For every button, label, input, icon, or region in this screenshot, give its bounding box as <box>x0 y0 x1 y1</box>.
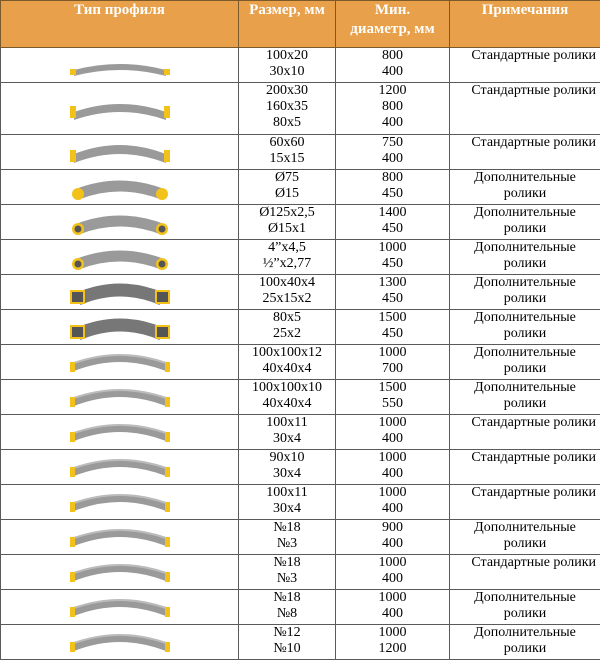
min-diameter-cell-line: 400 <box>382 431 403 446</box>
header-min-diameter <box>336 1 450 48</box>
profile-image-cell <box>1 83 239 135</box>
min-diameter-cell-line: 400 <box>382 571 403 586</box>
round-bar-profile-icon <box>1 174 238 200</box>
table-row <box>1 555 600 590</box>
min-diameter-cell <box>336 380 450 415</box>
note-cell-line: ролики <box>503 291 547 306</box>
min-diameter-cell-line: 800 <box>382 48 403 63</box>
size-cell-line: 100x40x4 <box>259 275 315 290</box>
min-diameter-cell-line: 400 <box>382 64 403 79</box>
min-diameter-cell-line: 450 <box>382 291 403 306</box>
table-row <box>1 520 600 555</box>
size-cell <box>239 450 336 485</box>
note-cell <box>450 135 600 170</box>
header-row <box>1 1 600 48</box>
note-cell-line: ролики <box>503 326 547 341</box>
size-cell-line: Ø15x1 <box>267 221 307 236</box>
size-cell-line: Ø15 <box>274 186 300 201</box>
size-cell-line: 30x4 <box>273 466 301 481</box>
note-cell-line: Стандартные ролики <box>471 450 596 465</box>
min-diameter-cell-line: 450 <box>382 256 403 271</box>
note-cell-line: Стандартные ролики <box>471 135 596 150</box>
table-row <box>1 590 600 625</box>
profile-image-cell <box>1 48 239 83</box>
size-cell-line: 100x100x10 <box>252 380 322 395</box>
min-diameter-cell-line: 400 <box>382 115 403 130</box>
profile-image-cell <box>1 275 239 310</box>
flat-bar-profile-icon <box>1 52 238 78</box>
min-diameter-cell-line: 400 <box>382 151 403 166</box>
flat-bar-edge-profile-icon <box>1 96 238 122</box>
note-cell <box>450 205 600 240</box>
size-cell-line: 80x5 <box>273 310 301 325</box>
header-size: Размер, мм <box>239 1 336 48</box>
size-cell-line: 200x30 <box>266 83 308 98</box>
table-row <box>1 450 600 485</box>
square-tube-profile-icon <box>1 314 238 340</box>
note-cell-line: Дополнительные <box>474 205 576 220</box>
min-diameter-cell-line: 1000 <box>378 345 407 360</box>
min-diameter-cell-line: 550 <box>382 396 403 411</box>
size-cell <box>239 170 336 205</box>
profile-image-cell <box>1 520 239 555</box>
size-cell <box>239 590 336 625</box>
table-row <box>1 48 600 83</box>
min-diameter-cell <box>336 450 450 485</box>
size-cell-line: 40x40x4 <box>262 396 312 411</box>
square-bar-profile-icon <box>1 139 238 165</box>
min-diameter-cell <box>336 415 450 450</box>
min-diameter-cell <box>336 275 450 310</box>
size-cell <box>239 555 336 590</box>
profile-image-cell <box>1 135 239 170</box>
size-cell <box>239 205 336 240</box>
profile-image-cell <box>1 415 239 450</box>
note-cell-line: Стандартные ролики <box>471 48 596 63</box>
size-cell-line: №12 <box>273 625 301 640</box>
tee-web-profile-icon <box>1 489 238 515</box>
min-diameter-cell-line: 1000 <box>378 555 407 570</box>
note-cell-line: ролики <box>503 536 547 551</box>
min-diameter-cell-line: 1000 <box>378 485 407 500</box>
size-cell <box>239 48 336 83</box>
profile-image-cell <box>1 555 239 590</box>
min-diameter-cell <box>336 170 450 205</box>
note-cell-line: Дополнительные <box>474 380 576 395</box>
min-diameter-cell <box>336 345 450 380</box>
note-cell-line: Дополнительные <box>474 310 576 325</box>
size-cell-line: №18 <box>273 555 301 570</box>
note-cell <box>450 520 600 555</box>
note-cell <box>450 485 600 520</box>
channel-flange-in-profile-icon <box>1 559 238 585</box>
min-diameter-cell-line: 1000 <box>378 240 407 255</box>
table-row <box>1 135 600 170</box>
size-cell-line: 30x4 <box>273 501 301 516</box>
tee-flange-in-profile-icon <box>1 454 238 480</box>
note-cell <box>450 240 600 275</box>
profile-image-cell <box>1 485 239 520</box>
note-cell-line: Стандартные ролики <box>471 555 596 570</box>
note-cell <box>450 590 600 625</box>
min-diameter-cell-line: 1000 <box>378 450 407 465</box>
size-cell-line: Ø75 <box>274 170 300 185</box>
table-row <box>1 625 600 660</box>
note-cell <box>450 310 600 345</box>
note-cell <box>450 555 600 590</box>
min-diameter-cell-line: 900 <box>382 520 403 535</box>
header-min-diameter-line1: Мин. <box>374 2 411 18</box>
note-cell <box>450 415 600 450</box>
size-cell <box>239 415 336 450</box>
note-cell-line: ролики <box>503 256 547 271</box>
min-diameter-cell-line: 1200 <box>378 641 407 656</box>
min-diameter-cell-line: 1400 <box>378 205 407 220</box>
i-beam-profile-icon <box>1 629 238 655</box>
note-cell <box>450 625 600 660</box>
min-diameter-cell-line: 1500 <box>378 380 407 395</box>
size-cell-line: 60x60 <box>269 135 305 150</box>
min-diameter-cell <box>336 48 450 83</box>
size-cell-line: ½”x2,77 <box>262 256 312 271</box>
round-tube-profile-icon <box>1 209 238 235</box>
size-cell <box>239 520 336 555</box>
size-cell-line: Ø125x2,5 <box>259 205 315 220</box>
profile-image-cell <box>1 205 239 240</box>
size-cell-line: 25x2 <box>273 326 301 341</box>
size-cell-line: 100x100x12 <box>252 345 322 360</box>
header-notes: Примечания <box>450 1 600 48</box>
angle-flange-out-profile-icon <box>1 349 238 375</box>
profile-image-cell <box>1 310 239 345</box>
size-cell-line: №3 <box>276 536 298 551</box>
min-diameter-cell-line: 450 <box>382 186 403 201</box>
note-cell-line: ролики <box>503 186 547 201</box>
table-row <box>1 310 600 345</box>
note-cell <box>450 83 600 135</box>
min-diameter-cell <box>336 310 450 345</box>
note-cell <box>450 450 600 485</box>
min-diameter-cell-line: 1000 <box>378 625 407 640</box>
profile-image-cell <box>1 240 239 275</box>
size-cell-line: 90x10 <box>269 450 305 465</box>
table-row <box>1 205 600 240</box>
size-cell-line: 160x35 <box>266 99 308 114</box>
size-cell <box>239 310 336 345</box>
note-cell-line: ролики <box>503 361 547 376</box>
note-cell-line: Стандартные ролики <box>471 485 596 500</box>
note-cell-line: Дополнительные <box>474 625 576 640</box>
size-cell-line: 100x20 <box>266 48 308 63</box>
size-cell <box>239 135 336 170</box>
min-diameter-cell <box>336 83 450 135</box>
profile-image-cell <box>1 345 239 380</box>
note-cell-line: ролики <box>503 641 547 656</box>
min-diameter-cell-line: 800 <box>382 170 403 185</box>
angle-flange-in-profile-icon <box>1 384 238 410</box>
size-cell-line: 25x15x2 <box>262 291 312 306</box>
size-cell-line: 30x10 <box>269 64 305 79</box>
note-cell-line: Дополнительные <box>474 275 576 290</box>
header-profile-type: Тип профиля <box>1 1 239 48</box>
size-cell <box>239 240 336 275</box>
note-cell <box>450 275 600 310</box>
table-row <box>1 380 600 415</box>
min-diameter-cell-line: 1300 <box>378 275 407 290</box>
size-cell-line: 80x5 <box>273 115 301 130</box>
min-diameter-cell <box>336 590 450 625</box>
size-cell <box>239 345 336 380</box>
header-min-diameter-line2: диаметр, мм <box>350 21 435 37</box>
table-row <box>1 415 600 450</box>
note-cell-line: Стандартные ролики <box>471 415 596 430</box>
size-cell-line: №3 <box>276 571 298 586</box>
profile-image-cell <box>1 590 239 625</box>
min-diameter-cell-line: 1500 <box>378 310 407 325</box>
table-row <box>1 485 600 520</box>
profile-image-cell <box>1 170 239 205</box>
table-row <box>1 83 600 135</box>
profile-image-cell <box>1 380 239 415</box>
min-diameter-cell-line: 1200 <box>378 83 407 98</box>
min-diameter-cell-line: 1000 <box>378 590 407 605</box>
channel-web-profile-icon <box>1 594 238 620</box>
min-diameter-cell <box>336 240 450 275</box>
pipe-profile-icon <box>1 244 238 270</box>
min-diameter-cell <box>336 625 450 660</box>
min-diameter-cell-line: 450 <box>382 221 403 236</box>
profile-image-cell <box>1 450 239 485</box>
min-diameter-cell-line: 400 <box>382 466 403 481</box>
size-cell-line: 30x4 <box>273 431 301 446</box>
note-cell-line: Дополнительные <box>474 170 576 185</box>
min-diameter-cell <box>336 135 450 170</box>
min-diameter-cell <box>336 520 450 555</box>
note-cell-line: Дополнительные <box>474 345 576 360</box>
min-diameter-cell-line: 400 <box>382 606 403 621</box>
min-diameter-cell-line: 800 <box>382 99 403 114</box>
note-cell <box>450 170 600 205</box>
note-cell-line: Стандартные ролики <box>471 83 596 98</box>
note-cell-line: ролики <box>503 221 547 236</box>
table-row <box>1 170 600 205</box>
table-row <box>1 240 600 275</box>
note-cell-line: ролики <box>503 396 547 411</box>
tee-flange-out-profile-icon <box>1 419 238 445</box>
size-cell <box>239 83 336 135</box>
size-cell-line: №10 <box>273 641 301 656</box>
min-diameter-cell <box>336 555 450 590</box>
min-diameter-cell-line: 700 <box>382 361 403 376</box>
min-diameter-cell <box>336 485 450 520</box>
size-cell-line: №8 <box>276 606 298 621</box>
min-diameter-cell-line: 1000 <box>378 415 407 430</box>
size-cell-line: 100x11 <box>266 485 308 500</box>
table-row <box>1 275 600 310</box>
table-row <box>1 345 600 380</box>
size-cell <box>239 380 336 415</box>
size-cell-line: 100x11 <box>266 415 308 430</box>
size-cell-line: 40x40x4 <box>262 361 312 376</box>
profile-image-cell <box>1 625 239 660</box>
note-cell <box>450 48 600 83</box>
note-cell-line: Дополнительные <box>474 240 576 255</box>
note-cell-line: Дополнительные <box>474 520 576 535</box>
note-cell-line: ролики <box>503 606 547 621</box>
size-cell <box>239 625 336 660</box>
channel-flange-out-profile-icon <box>1 524 238 550</box>
size-cell-line: 4”x4,5 <box>268 240 306 255</box>
note-cell <box>450 380 600 415</box>
min-diameter-cell-line: 750 <box>382 135 403 150</box>
size-cell <box>239 485 336 520</box>
size-cell <box>239 275 336 310</box>
min-diameter-cell-line: 450 <box>382 326 403 341</box>
note-cell <box>450 345 600 380</box>
min-diameter-cell <box>336 205 450 240</box>
min-diameter-cell-line: 400 <box>382 501 403 516</box>
size-cell-line: №18 <box>273 520 301 535</box>
size-cell-line: 15x15 <box>269 151 305 166</box>
size-cell-line: №18 <box>273 590 301 605</box>
rect-tube-profile-icon <box>1 279 238 305</box>
note-cell-line: Дополнительные <box>474 590 576 605</box>
min-diameter-cell-line: 400 <box>382 536 403 551</box>
